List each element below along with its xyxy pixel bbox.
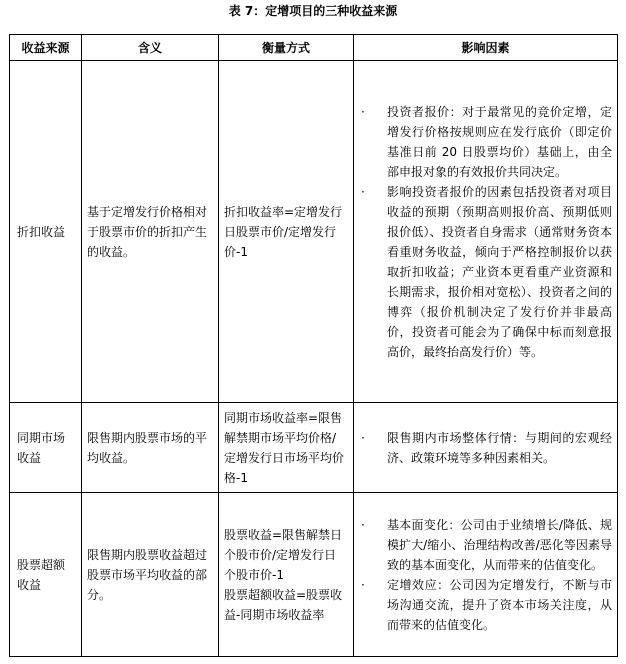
table-row <box>10 61 618 403</box>
source-cell: 折扣收益 <box>10 61 82 403</box>
header-source: 收益来源 <box>10 35 82 61</box>
factor-item: · 影响投资者报价的因素包括投资者对项目收益的预期（预期高则报价高、预期低则报价低）、投资者自身需求（通常财务资本看重财务收益，倾向于严格控制报价以获取折扣收益；产业资本更看重产业资源和长期需求，报价相对宽松）、投资者之间的博弈（报价机制决定了发行价并非最高价，投资者可能会为了确保中标而刻意报高价，最终抬高发行价）等。 <box>359 182 612 362</box>
factor-item: · 基本面变化：公司由于业绩增长/降低、规模扩大/缩小、治理结构改善/恶化等因素导致的基本面变化，从而带来的估值变化。 <box>359 515 612 575</box>
factors-cell <box>354 403 618 493</box>
measure-cell <box>219 493 354 657</box>
factor-item: · 限售期内市场整体行情：与期间的宏观经济、政策环境等多种因素相关。 <box>359 428 612 468</box>
header-meaning: 含义 <box>82 35 219 61</box>
factor-item: · 投资者报价：对于最常见的竞价定增，定增发行价格按规则应在发行底价（即定价基准日前 20 日股票均价）基础上，由全部申报对象的有效报价共同决定。 <box>359 102 612 182</box>
source-cell: 股票超额收益 <box>10 493 82 657</box>
factors-cell <box>354 493 618 657</box>
factor-item: · 定增效应：公司因为定增发行，不断与市场沟通交流，提升了资本市场关注度，从而带来的估值变化。 <box>359 575 612 635</box>
table-title: 表 7：定增项目的三种收益来源 <box>228 4 398 18</box>
source-cell: 同期市场收益 <box>10 403 82 493</box>
meaning-cell: 限售期内股票市场的平均收益。 <box>82 403 219 493</box>
header-factors: 影响因素 <box>354 35 618 61</box>
table-row <box>10 403 618 493</box>
meaning-cell: 基于定增发行价格相对于股票市价的折扣产生的收益。 <box>82 61 219 403</box>
measure-excess-return: 股票超额收益=股票收益-同期市场收益率 <box>224 587 343 622</box>
table-row <box>10 493 618 657</box>
measure-cell: 同期市场收益率=限售解禁期市场平均价格/定增发行日市场平均价格-1 <box>219 403 354 493</box>
measure-stock-return: 股票收益=限售解禁日个股市价/定增发行日个股市价-1 <box>224 527 343 582</box>
revenue-sources-table <box>9 34 618 657</box>
factors-cell <box>354 61 618 403</box>
header-measure: 衡量方式 <box>219 35 354 61</box>
measure-cell: 折扣收益率=定增发行日股票市价/定增发行价-1 <box>219 61 354 403</box>
meaning-cell: 限售期内股票收益超过股票市场平均收益的部分。 <box>82 493 219 657</box>
header-row <box>10 35 618 61</box>
